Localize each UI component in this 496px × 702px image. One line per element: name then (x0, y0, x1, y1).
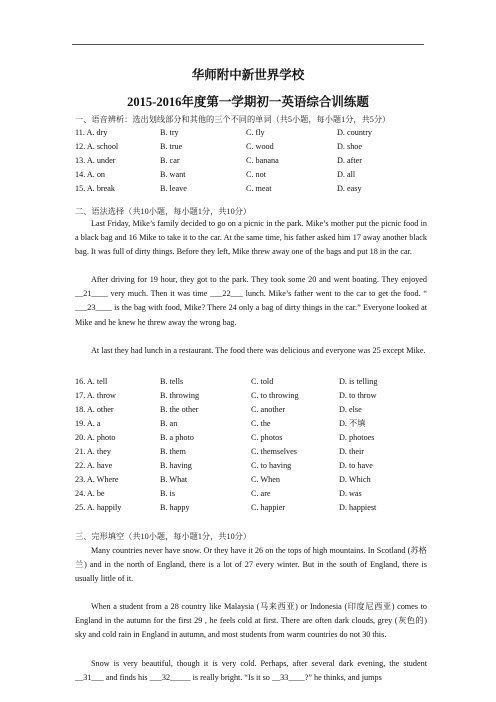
section3-heading: 三、完形填空（共10小题，每小题1分，共10分） (75, 532, 252, 541)
section2-heading: 二、语法选择（共10小题，每小题1分，共10分） (75, 207, 252, 216)
section1-heading: 一、语音辨析：选出划线部分和其他的三个不同的单词（共5小题，每小题1分，共5分） (75, 115, 391, 124)
top-rule (72, 44, 424, 45)
exam-title: 2015-2016年度第一学期初一英语综合训练题 (127, 95, 369, 109)
passage-paragraph: At last they had lunch in a restaurant. The food there was delicious and everyone was 25 except Mike. (91, 346, 426, 355)
passage-paragraph: Snow is very beautiful, though it is very cold. Perhaps, after several dark evening, the student __31___ and finds his ___32_____ is really bright. “Is it so __33____?” he thinks, and jumps (75, 659, 427, 683)
passage-paragraph: When a student from a 28 country like Malaysia (马来西亚) or Indonesia (印度尼西亚) comes to England in the autumn for the first 29 , he feels cold at first. There are often dark clouds, grey (灰色的) sky and cold rain in England in autumn, and most students from warm countries do not 30 this. (75, 602, 427, 640)
school-title: 华师附中新世界学校 (191, 68, 305, 82)
page: 华师附中新世界学校 2015-2016年度第一学期初一英语综合训练题 一、语音辨析：选出划线部分和其他的三个不同的单词（共5小题，每小题1分，共5分） 11. A. dry B. try C. fly D. country 12. A. school B. true C. wood D. shoe 13. A. under B. car C. banana D. after 14. A. on B. want C. not D. all 15. A. break B. leave C. meat D. easy 二、语法选择（共10小题，每小题1分，共10分） Last Friday, Mike’s family decided to go on a picnic in the park. Mike’s mother put the picnic food in a black bag and 16 Mike to take it to the car. At the same time, his father asked him 17 away another black bag. It was full of dirty things. Before they left, Mike threw away one of the bags and put 18 in the car. After driving for 19 hour, they got to the park. They took some 20 and went boating. They enjoyed __21____ very much. Then it was time ___22___ lunch. Mike’s father went to the car to get the food. “ ___23____ is the bag with food, Mike? There 24 only a bag of dirty things in the car.” Everyone looked at Mike and he knew he threw away the wrong bag. At last they had lunch in a restaurant. The food there was delicious and everyone was 25 except Mike. 16. A. tell B. tells C. told D. is telling 17. A. throw B. throwing C. to throwing D. to throw 18. A. other B. the other C. another D. else 19. A. a B. an C. the D. 不填 20. A. photo B. a photo C. photos D. photoes 21. A. they B. them C. themselves D. their 22. A. have B. having C. to having D. to have 23. A. Where B. What C. When D. Which 24. A. be B. is C. are D. was 25. A. happily B. happy C. happier D. happiest 三、完形填空（共10小题，每小题1分，共10分） Many countries never have snow. Or they have it 26 on the tops of high mountains. In Scotland (苏格兰) and in the north of England, there is a lot of 27 every winter. But in the south of England, there is usually little of it. When a student from a 28 country like Malaysia (马来西亚) or Indonesia (印度尼西亚) comes to England in the autumn for the first 29 , he feels cold at first. There are often dark clouds, grey (灰色的) sky and cold rain in England in autumn, and most students from warm countries do not 30 this. Snow is very beautiful, though it is very cold. Perhaps, after several dark evening, the student __31___ and finds his ___32_____ is really bright. “Is it so __33____?” he thinks, and jumps (0, 0, 496, 702)
passage-paragraph: Many countries never have snow. Or they have it 26 on the tops of high mountains. In Scotland (苏格兰) and in the north of England, there is a lot of 27 every winter. But in the south of England, there is usually little of it. (75, 546, 427, 584)
passage-paragraph: After driving for 19 hour, they got to the park. They took some 20 and went boating. They enjoyed __21____ very much. Then it was time ___22___ lunch. Mike’s father went to the car to get the food. “ ___23____ is the bag with food, Mike? There 24 only a bag of dirty things in the car.” Everyone looked at Mike and he knew he threw away the wrong bag. (75, 275, 427, 327)
passage-paragraph: Last Friday, Mike’s family decided to go on a picnic in the park. Mike’s mother put the picnic food in a black bag and 16 Mike to take it to the car. At the same time, his father asked him 17 away another black bag. It was full of dirty things. Before they left, Mike threw away one of the bags and put 18 in the car. (75, 219, 427, 257)
